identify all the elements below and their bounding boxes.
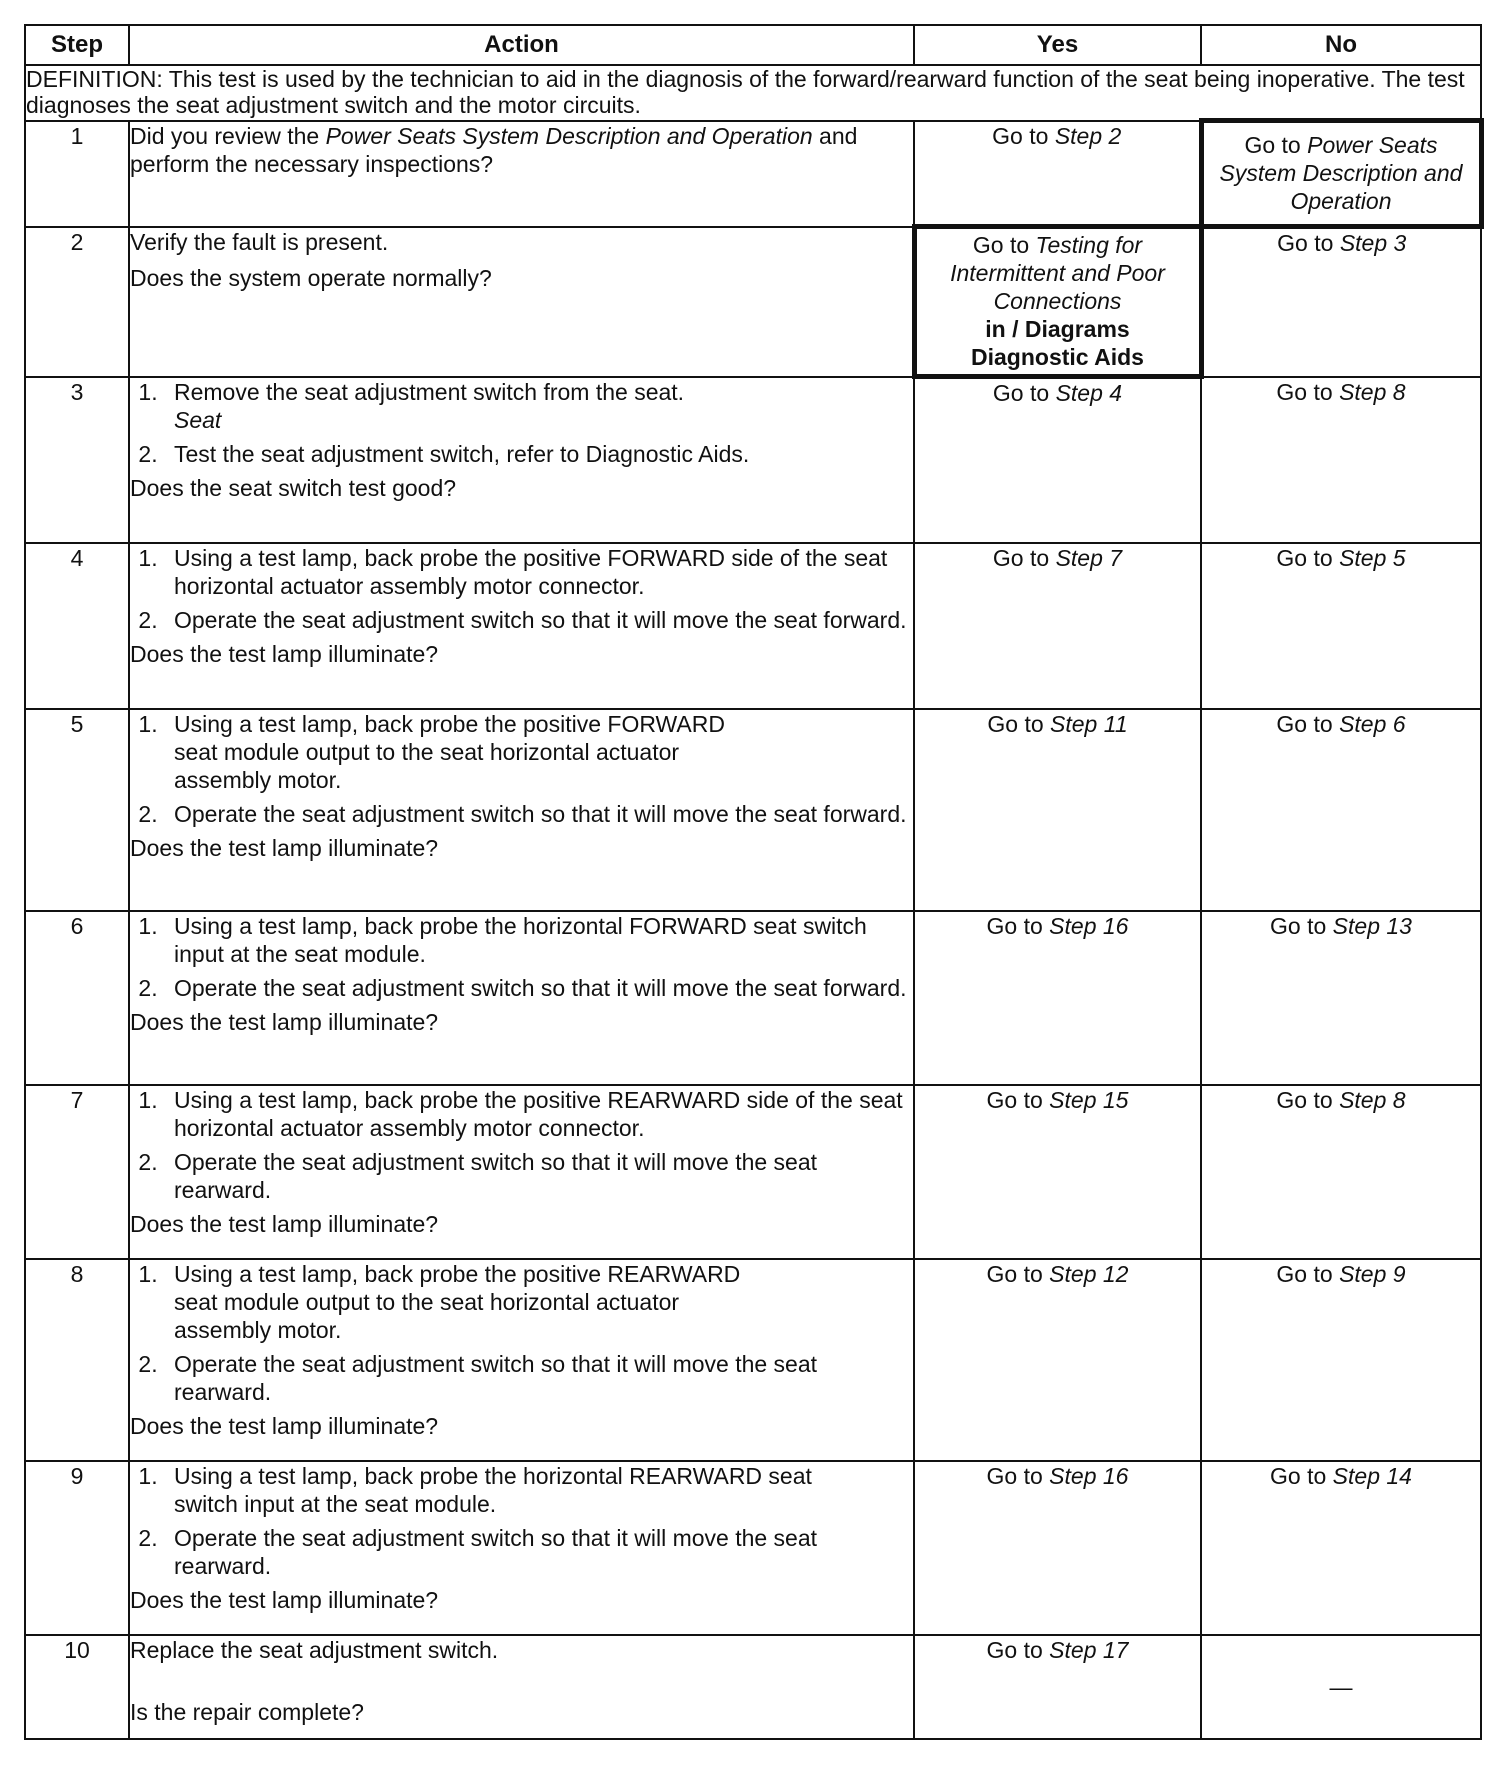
yes-text: Go to: [986, 1086, 1050, 1113]
yes-cell: [914, 709, 1201, 911]
yes-cell: [914, 121, 1201, 227]
list-item: 1. Using a test lamp, back probe the horizontal REARWARD seat switch input at the seat module.: [164, 1462, 913, 1518]
no-text: Go to: [1270, 912, 1333, 939]
no-cell: [1201, 543, 1481, 709]
definition-row: [25, 65, 1481, 121]
no-link: Step 6: [1339, 710, 1406, 737]
action-cell: [129, 1085, 914, 1259]
list-item: [164, 378, 913, 434]
no-link: Step 3: [1339, 230, 1407, 256]
table-row: [25, 911, 1481, 1085]
yes-cell: [914, 1461, 1201, 1635]
table-row: [25, 1635, 1481, 1739]
action-question: Does the test lamp illuminate?: [130, 1210, 439, 1237]
no-dash: —: [1329, 1673, 1353, 1700]
no-link: Step 13: [1332, 912, 1412, 939]
yes-link: Step 12: [1049, 1260, 1129, 1287]
list-item: 1. Using a test lamp, back probe the positive REARWARD seat module output to the seat horizontal actuator assembly motor.: [164, 1260, 913, 1344]
step-number: 1: [25, 121, 129, 227]
header-row: [25, 25, 1481, 65]
step-number: 3: [25, 377, 129, 543]
no-cell: [1201, 1635, 1481, 1739]
table-row: [25, 1085, 1481, 1259]
action-text: Did you review the: [130, 122, 326, 149]
list-item: 1. Using a test lamp, back probe the positive FORWARD seat module output to the seat horizontal actuator assembly motor.: [164, 710, 913, 794]
yes-text: Go to: [992, 544, 1056, 571]
no-text: Go to: [1276, 710, 1340, 737]
table-row: [25, 1259, 1481, 1461]
step-number: 7: [25, 1085, 129, 1259]
header-action: Action: [129, 25, 914, 65]
action-cell: [129, 377, 914, 543]
action-question: Does the test lamp illuminate?: [130, 1412, 439, 1439]
no-link: Power Seats System Description and Operation: [1219, 132, 1463, 214]
no-text: Go to: [1244, 132, 1308, 158]
no-text: Go to: [1277, 230, 1340, 256]
yes-link: Step 17: [1049, 1636, 1129, 1663]
action-cell: [129, 1461, 914, 1635]
no-link: Step 14: [1332, 1462, 1412, 1489]
action-question: Does the seat switch test good?: [130, 474, 457, 501]
table-row: [25, 543, 1481, 709]
step-number: 5: [25, 709, 129, 911]
header-yes: Yes: [914, 25, 1201, 65]
yes-cell: [914, 543, 1201, 709]
no-cell: [1201, 1085, 1481, 1259]
no-text: Go to: [1276, 1086, 1340, 1113]
yes-link: Step 11: [1050, 710, 1128, 737]
no-cell: [1201, 1461, 1481, 1635]
yes-text: Go to: [986, 1462, 1050, 1489]
list-item: 2. Operate the seat adjustment switch so that it will move the seat forward.: [164, 800, 913, 828]
item-text: Remove the seat adjustment switch from the seat.: [174, 378, 685, 405]
step-number: 6: [25, 911, 129, 1085]
yes-cell: [914, 1085, 1201, 1259]
list-item: 1. Using a test lamp, back probe the positive REARWARD side of the seat horizontal actuator assembly motor connector.: [164, 1086, 913, 1142]
no-link: Step 9: [1339, 1260, 1406, 1287]
action-question: Does the test lamp illuminate?: [130, 1008, 439, 1035]
action-cell: [129, 543, 914, 709]
table-row: [25, 377, 1481, 543]
diagnostic-table: [24, 24, 1484, 1740]
no-link: Step 8: [1339, 378, 1406, 405]
list-item: 2. Operate the seat adjustment switch so that it will move the seat rearward.: [164, 1350, 913, 1406]
header-no: No: [1201, 25, 1481, 65]
list-item: [164, 440, 913, 468]
action-question: Is the repair complete?: [130, 1698, 364, 1725]
table-row: [25, 121, 1481, 227]
yes-text: Go to: [972, 232, 1036, 258]
action-cell: [129, 1259, 914, 1461]
table-row: [25, 227, 1481, 377]
header-step: Step: [25, 25, 129, 65]
action-question: Does the test lamp illuminate?: [130, 834, 439, 861]
step-number: 9: [25, 1461, 129, 1635]
action-reference: Power Seats System Description and Operation: [325, 122, 813, 149]
no-cell: [1201, 709, 1481, 911]
step-number: 8: [25, 1259, 129, 1461]
action-question: Does the test lamp illuminate?: [130, 640, 439, 667]
table-row: [25, 709, 1481, 911]
list-item: 2. Operate the seat adjustment switch so that it will move the seat rearward.: [164, 1524, 913, 1580]
item-text: Test the seat adjustment switch, refer to Diagnostic Aids.: [174, 440, 750, 467]
yes-cell: [914, 377, 1201, 543]
yes-cell: [914, 227, 1201, 377]
no-text: Go to: [1270, 1462, 1333, 1489]
action-question: Does the system operate normally?: [130, 264, 492, 291]
table-row: [25, 1461, 1481, 1635]
list-item: 2. Operate the seat adjustment switch so that it will move the seat forward.: [164, 974, 913, 1002]
action-text: Replace the seat adjustment switch.: [130, 1636, 499, 1663]
yes-text: Go to: [992, 122, 1055, 149]
action-question: Does the test lamp illuminate?: [130, 1586, 439, 1613]
list-item: 1. Using a test lamp, back probe the horizontal FORWARD seat switch input at the seat module.: [164, 912, 913, 968]
yes-link: Step 16: [1049, 1462, 1129, 1489]
step-number: 4: [25, 543, 129, 709]
yes-text: Go to: [986, 1260, 1050, 1287]
no-link: Step 5: [1339, 544, 1406, 571]
no-link: Step 8: [1339, 1086, 1406, 1113]
no-cell: [1201, 911, 1481, 1085]
action-cell: [129, 227, 914, 377]
list-item: 1. Using a test lamp, back probe the positive FORWARD side of the seat horizontal actuator assembly motor connector.: [164, 544, 913, 600]
step-number: 2: [25, 227, 129, 377]
item-reference: Seat: [174, 406, 222, 433]
yes-bold-text: in / Diagrams: [985, 316, 1130, 342]
yes-link: Step 4: [1055, 380, 1123, 406]
yes-link: Step 7: [1055, 544, 1123, 571]
no-cell: [1201, 1259, 1481, 1461]
yes-cell: [914, 1259, 1201, 1461]
yes-text: Go to: [987, 710, 1051, 737]
no-cell: [1201, 227, 1481, 377]
list-item: 2. Operate the seat adjustment switch so that it will move the seat rearward.: [164, 1148, 913, 1204]
yes-text: Go to: [992, 380, 1056, 406]
no-text: Go to: [1276, 544, 1340, 571]
action-text: Verify the fault is present.: [130, 228, 389, 255]
yes-cell: [914, 1635, 1201, 1739]
yes-link: Step 15: [1049, 1086, 1129, 1113]
yes-link: Step 2: [1054, 122, 1122, 149]
yes-link: Testing for Intermittent and Poor Connections: [950, 232, 1165, 314]
no-cell: [1201, 121, 1481, 227]
yes-text: Go to: [986, 912, 1050, 939]
list-item: 2. Operate the seat adjustment switch so that it will move the seat forward.: [164, 606, 913, 634]
no-text: Go to: [1276, 1260, 1340, 1287]
yes-cell: [914, 911, 1201, 1085]
action-cell: [129, 709, 914, 911]
no-text: Go to: [1276, 378, 1340, 405]
definition-text: DEFINITION: This test is used by the technician to aid in the diagnosis of the forward/rearward function of the seat being inoperative. The test diagnoses the seat adjustment switch and the motor circuits.: [25, 65, 1481, 121]
action-text: and perform the necessary inspections?: [130, 122, 858, 177]
no-cell: [1201, 377, 1481, 543]
action-cell: [129, 121, 914, 227]
step-number: 10: [25, 1635, 129, 1739]
action-cell: [129, 1635, 914, 1739]
yes-text: Go to: [986, 1636, 1050, 1663]
yes-link: Step 16: [1049, 912, 1129, 939]
yes-bold-text: Diagnostic Aids: [971, 344, 1144, 370]
action-cell: [129, 911, 914, 1085]
